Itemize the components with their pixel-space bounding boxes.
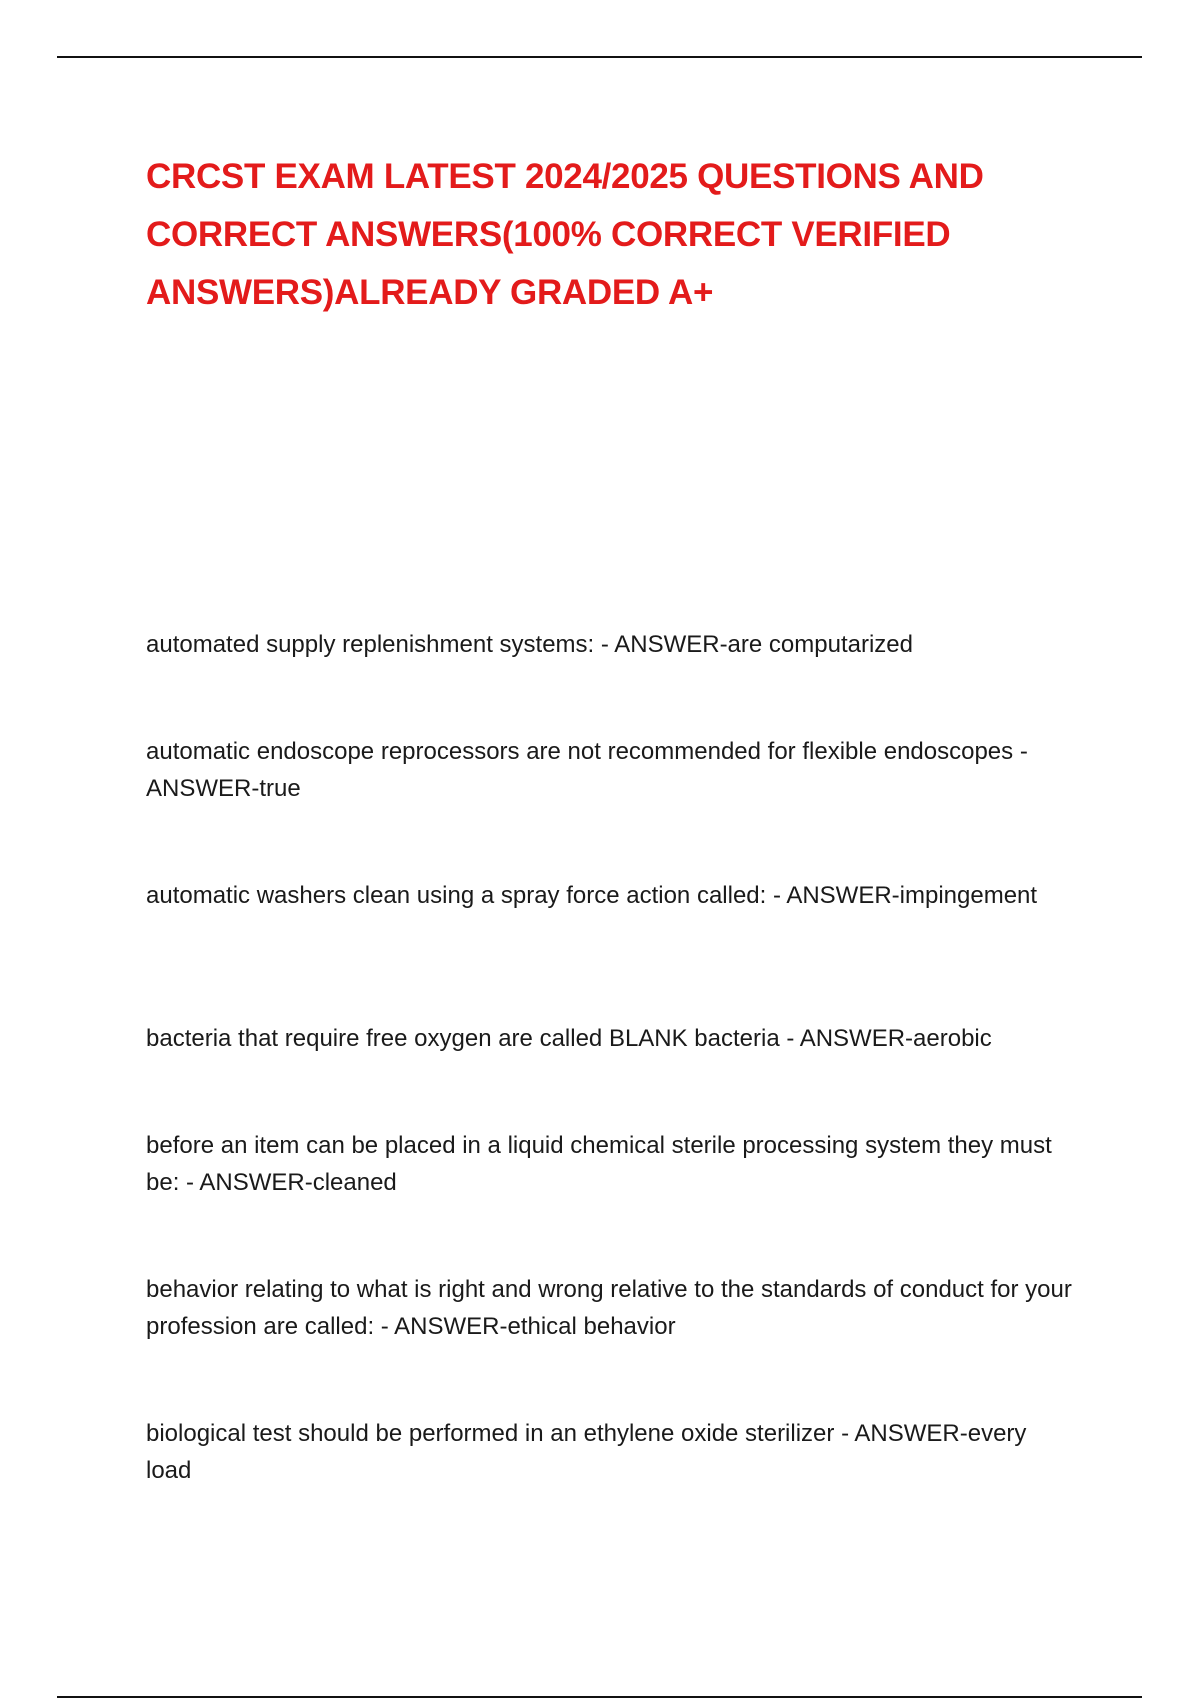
qa-item: automated supply replenishment systems: - ANSWER-are computarized: [146, 631, 913, 658]
qa-item: bacteria that require free oxygen are called BLANK bacteria - ANSWER-aerobic: [146, 1025, 992, 1052]
qa-item: biological test should be performed in an ethylene oxide sterilizer - ANSWER-every load: [146, 1420, 1027, 1484]
document-title: CRCST EXAM LATEST 2024/2025 QUESTIONS AND CORRECT ANSWERS(100% CORRECT VERIFIED ANSWERS)ALREADY GRADED A+: [146, 157, 984, 312]
qa-item: behavior relating to what is right and wrong relative to the standards of conduct for your profession are called: - ANSWER-ethical behavior: [146, 1276, 1072, 1340]
bottom-rule: [57, 1696, 1142, 1698]
qa-item: automatic endoscope reprocessors are not recommended for flexible endoscopes - ANSWER-true: [146, 738, 1028, 802]
top-rule: [57, 56, 1142, 58]
qa-item: automatic washers clean using a spray force action called: - ANSWER-impingement: [146, 882, 1038, 909]
qa-item: before an item can be placed in a liquid chemical sterile processing system they must be: - ANSWER-cleaned: [146, 1132, 1052, 1196]
